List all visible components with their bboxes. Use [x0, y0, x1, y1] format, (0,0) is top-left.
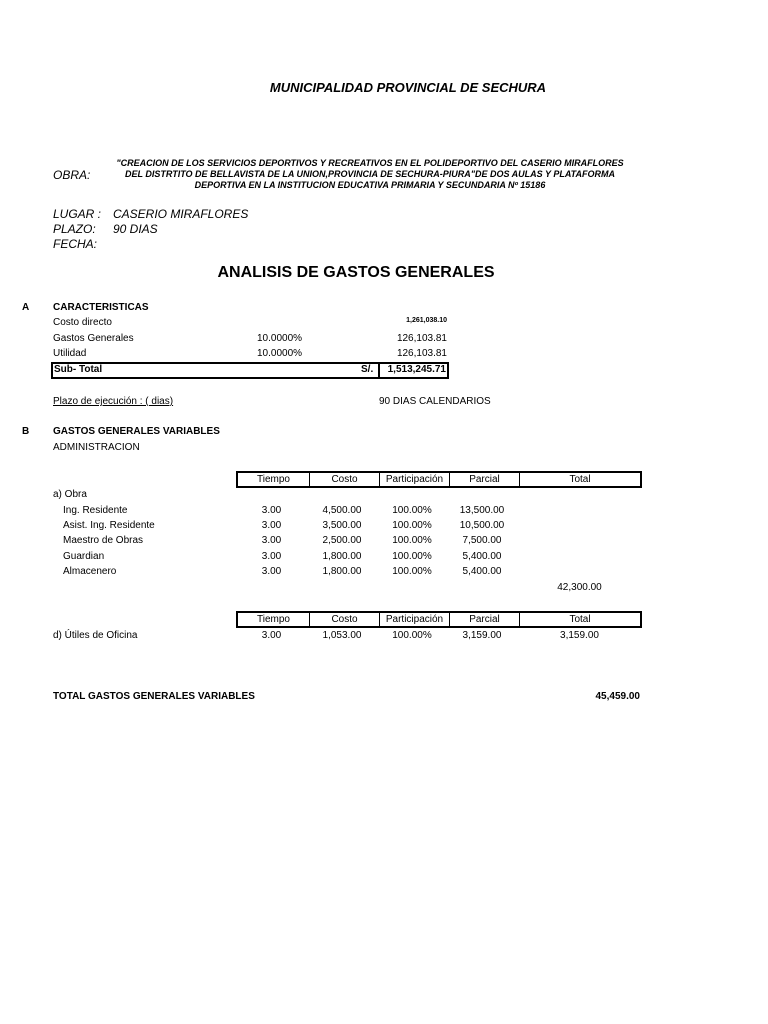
table-row-participacion: 100.00%	[392, 520, 432, 531]
group-obra-label: a) Obra	[53, 489, 87, 500]
table-row-costo: 2,500.00	[322, 535, 362, 546]
col-total: Total	[519, 473, 640, 486]
table-row-tiempo: 3.00	[261, 535, 282, 546]
table-row-parcial: 7,500.00	[462, 535, 502, 546]
col-participacion: Participación	[379, 473, 449, 486]
col-costo: Costo	[309, 473, 379, 486]
col-total: Total	[519, 613, 640, 626]
plazo-ejecucion-label: Plazo de ejecución : ( dias)	[53, 396, 174, 407]
section-b-heading: GASTOS GENERALES VARIABLES	[53, 426, 220, 437]
table-row-participacion: 100.00%	[392, 535, 432, 546]
section-a-heading: CARACTERISTICAS	[53, 302, 149, 313]
col-participacion: Participación	[379, 613, 449, 626]
fecha-label: FECHA:	[53, 237, 98, 251]
col-parcial: Parcial	[449, 473, 519, 486]
table-row-tiempo: 3.00	[261, 566, 282, 577]
gastos-generales-label: Gastos Generales	[53, 333, 134, 344]
table-row-name: Guardian	[63, 551, 105, 562]
table-row-parcial: 5,400.00	[462, 566, 502, 577]
subtotal-currency: S/.	[361, 364, 374, 375]
group-obra-total: 42,300.00	[557, 582, 602, 593]
table-row-parcial: 5,400.00	[462, 551, 502, 562]
obra-label: OBRA:	[53, 168, 91, 182]
main-title: ANALISIS DE GASTOS GENERALES	[217, 264, 495, 281]
col-costo: Costo	[309, 613, 379, 626]
utilidad-pct: 10.0000%	[257, 348, 303, 359]
utilidad-label: Utilidad	[53, 348, 87, 359]
lugar-value: CASERIO MIRAFLORES	[113, 207, 249, 221]
gastos-generales-value: 126,103.81	[396, 333, 447, 344]
table-row-costo: 1,800.00	[322, 566, 362, 577]
table-row-participacion: 100.00%	[392, 505, 432, 516]
table-row-participacion: 100.00%	[392, 551, 432, 562]
table-row-participacion: 100.00%	[392, 566, 432, 577]
costo-directo-value: 1,261,038.10	[406, 317, 447, 324]
table-row-name: Ing. Residente	[63, 505, 128, 516]
lugar-label: LUGAR :	[53, 207, 102, 221]
table-row-costo: 1,800.00	[322, 551, 362, 562]
total-gastos-value: 45,459.00	[595, 691, 640, 702]
section-b-letter: B	[22, 426, 30, 437]
table-header-utiles	[236, 611, 642, 628]
col-tiempo: Tiempo	[257, 474, 290, 485]
table-row-name: Asist. Ing. Residente	[63, 520, 155, 531]
subtotal-label: Sub- Total	[54, 364, 103, 375]
col-tiempo: Tiempo	[257, 614, 290, 625]
obra-description: "CREACION DE LOS SERVICIOS DEPORTIVOS Y RECREATIVOS EN EL POLIDEPORTIVO DEL CASERIO MIRAFLORES DEL DISTRTITO DE BELLAVISTA DE LA UNION,PROVINCIA DE SECHURA-PIURA"DE DOS AULAS Y PLATAFORMA DEPORTIVA EN LA INSTITUCION EDUCATIVA PRIMARIA Y SECUNDARIA Nº 15186	[116, 158, 624, 190]
col-parcial: Parcial	[449, 613, 519, 626]
section-a-letter: A	[22, 302, 30, 313]
section-b-subheading: ADMINISTRACION	[53, 442, 140, 453]
utiles-name: d) Útiles de Oficina	[53, 630, 138, 641]
plazo-value: 90 DIAS	[113, 222, 158, 236]
table-row-name: Almacenero	[63, 566, 117, 577]
municipality-title: MUNICIPALIDAD PROVINCIAL DE SECHURA	[269, 80, 547, 95]
table-row-tiempo: 3.00	[261, 505, 282, 516]
utiles-parcial: 3,159.00	[462, 630, 502, 641]
utilidad-value: 126,103.81	[396, 348, 447, 359]
gastos-generales-pct: 10.0000%	[257, 333, 303, 344]
table-row-costo: 4,500.00	[322, 505, 362, 516]
plazo-label: PLAZO:	[53, 222, 96, 236]
table-row-tiempo: 3.00	[261, 520, 282, 531]
total-gastos-label: TOTAL GASTOS GENERALES VARIABLES	[53, 691, 255, 702]
table-row-parcial: 13,500.00	[459, 505, 505, 516]
table-row-parcial: 10,500.00	[459, 520, 505, 531]
plazo-ejecucion-value: 90 DIAS CALENDARIOS	[379, 396, 491, 407]
utiles-total: 3,159.00	[560, 630, 599, 641]
utiles-tiempo: 3.00	[261, 630, 282, 641]
utiles-costo: 1,053.00	[322, 630, 362, 641]
costo-directo-label: Costo directo	[53, 317, 112, 328]
table-row-name: Maestro de Obras	[63, 535, 144, 546]
table-row-tiempo: 3.00	[261, 551, 282, 562]
utiles-participacion: 100.00%	[392, 630, 432, 641]
subtotal-value: 1,513,245.71	[387, 364, 446, 375]
table-row-costo: 3,500.00	[322, 520, 362, 531]
table-header-obra	[236, 471, 642, 488]
